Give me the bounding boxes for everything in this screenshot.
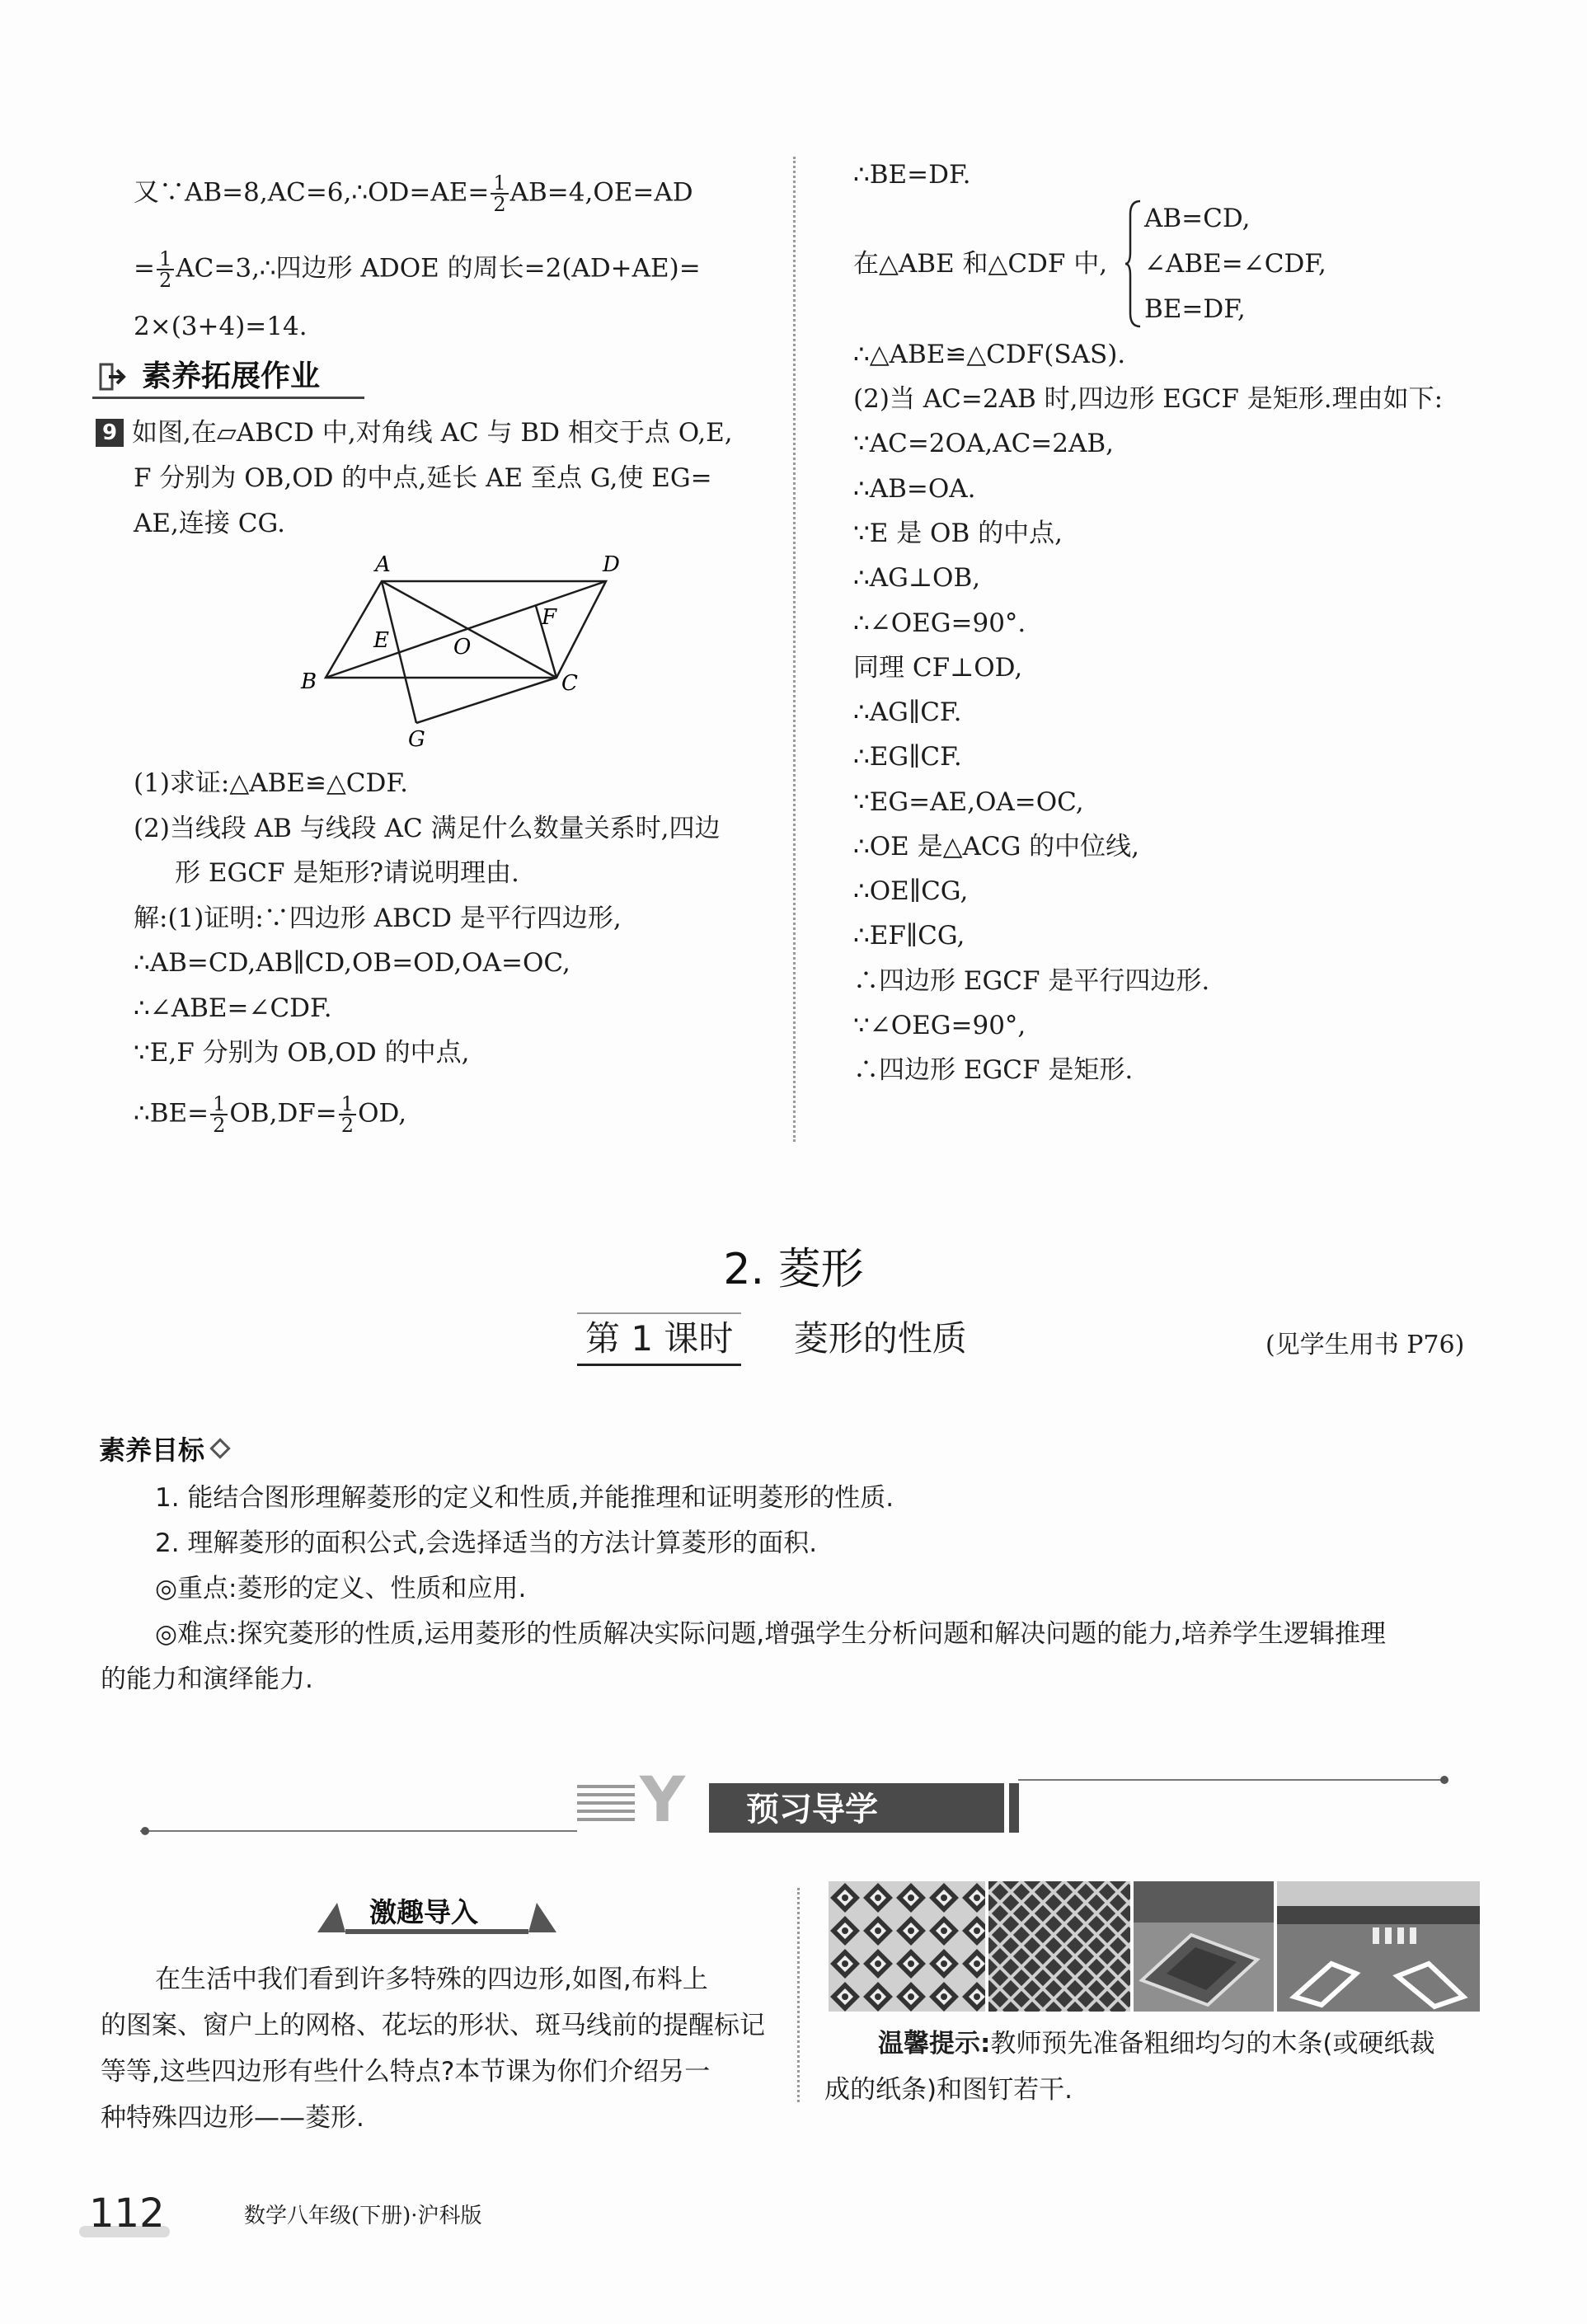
right-line-13: ∵EG=AE,OA=OC,	[853, 787, 1084, 817]
label-g: G	[408, 727, 425, 752]
system-line-c: BE=DF,	[1144, 294, 1246, 324]
left-line-1	[134, 173, 693, 214]
text: 又∵AB=8,AC=6,∴OD=AE=	[134, 177, 490, 208]
text: AB=4,OE=AD	[509, 177, 693, 208]
goal-difficulty-line-2: 的能力和演绎能力.	[101, 1664, 313, 1694]
right-line-11: ∴AG∥CF.	[853, 697, 962, 727]
brace-icon	[1124, 198, 1142, 330]
right-line-10: 同理 CF⊥OD,	[853, 653, 1023, 683]
goals-tag	[99, 1432, 228, 1468]
goal-key-point: ◎重点:菱形的定义、性质和应用.	[155, 1574, 527, 1603]
flowerbed-photo	[1134, 1881, 1274, 2012]
segment-cg	[416, 678, 556, 723]
arrow-icon	[97, 361, 127, 392]
right-line-19: ∴四边形 EGCF 是矩形.	[853, 1055, 1134, 1085]
fraction: $\frac{1}{2}$	[210, 1094, 228, 1135]
fraction: $\frac{1}{2}$	[157, 249, 174, 290]
intro-line-4: 种特殊四边形——菱形.	[101, 2103, 364, 2133]
intro-label: 激趣导入	[369, 1896, 478, 1928]
section-tag-expansion	[92, 354, 364, 399]
section-tag-label: 素养拓展作业	[142, 359, 321, 393]
right-line-1: ∴BE=DF.	[853, 160, 971, 190]
label-c: C	[561, 671, 578, 696]
banner-label: 预习导学	[746, 1791, 878, 1829]
right-line-14: ∴OE 是△ACG 的中位线,	[853, 832, 1140, 862]
right-line-3: ∴△ABE≌△CDF(SAS).	[853, 340, 1126, 369]
right-line-5: ∵AC=2OA,AC=2AB,	[853, 429, 1115, 458]
lesson-heading	[577, 1312, 967, 1369]
right-line-15: ∴OE∥CG,	[853, 876, 969, 906]
intro-line-1: 在生活中我们看到许多特殊的四边形,如图,布料上	[155, 1965, 708, 1994]
right-line-2-lead: 在△ABE 和△CDF 中,	[853, 249, 1108, 279]
right-line-16: ∴EF∥CG,	[853, 921, 965, 951]
diamond-icon	[209, 1438, 230, 1458]
system-line-a: AB=CD,	[1144, 204, 1251, 233]
goal-difficulty-line-1: ◎难点:探究菱形的性质,运用菱形的性质解决实际问题,增强学生分析问题和解决问题的能力,培养学生逻辑推理	[155, 1619, 1387, 1649]
column-divider	[793, 157, 796, 1142]
right-line-17: ∴四边形 EGCF 是平行四边形.	[853, 966, 1210, 996]
intro-line-3: 等等,这些四边形有些什么特点?本节课为你们介绍另一	[101, 2057, 711, 2087]
tip-label: 温馨提示:	[878, 2029, 991, 2059]
preview-column-divider	[797, 1888, 800, 2102]
fabric-pattern-photo	[829, 1881, 985, 2012]
banner-letter: Y	[640, 1763, 686, 1836]
book-title: 数学八年级(下册)·沪科版	[244, 2204, 482, 2228]
left-line-3: 2×(3+4)=14.	[134, 312, 308, 341]
lesson-number: 第 1 课时	[577, 1312, 741, 1366]
tip-line-1	[878, 2026, 1435, 2061]
solution-line-4: ∵E,F 分别为 OB,OD 的中点,	[134, 1038, 470, 1068]
example-photos	[829, 1881, 1480, 2012]
window-lattice-photo	[988, 1881, 1130, 2012]
right-line-9: ∴∠OEG=90°.	[853, 608, 1026, 638]
right-line-12: ∴EG∥CF.	[853, 742, 962, 772]
section-title: 2. 菱形	[723, 1245, 864, 1294]
question-9-line-3: AE,连接 CG.	[134, 509, 285, 538]
label-d: D	[603, 552, 620, 577]
question-9-line-2: F 分别为 OB,OD 的中点,延长 AE 至点 G,使 EG=	[134, 463, 712, 493]
part-1-question: (1)求证:△ABE≌△CDF.	[134, 768, 408, 798]
diagonal-ac	[382, 581, 556, 678]
intro-line-2: 的图案、窗户上的网格、花坛的形状、斑马线前的提醒标记	[101, 2011, 765, 2040]
tip-text: 教师预先准备粗细均匀的木条(或硬纸裁	[990, 2029, 1435, 2059]
system-line-b: ∠ABE=∠CDF,	[1144, 249, 1326, 279]
fraction: $\frac{1}{2}$	[339, 1094, 356, 1135]
student-book-reference: (见学生用书 P76)	[1265, 1331, 1465, 1359]
fraction: $\frac{1}{2}$	[491, 173, 508, 214]
right-line-6: ∴AB=OA.	[853, 474, 976, 504]
page-number: 112	[89, 2190, 165, 2237]
solution-line-3: ∴∠ABE=∠CDF.	[134, 993, 332, 1023]
label-e: E	[373, 628, 389, 653]
part-2-question-line-1: (2)当线段 AB 与线段 AC 满足什么数量关系时,四边	[134, 814, 721, 843]
label-o: O	[453, 635, 472, 660]
crosswalk-marker-photo	[1277, 1881, 1480, 2012]
label-f: F	[542, 605, 557, 630]
right-line-8: ∴AG⊥OB,	[853, 563, 981, 593]
parallelogram-figure	[293, 548, 622, 758]
goal-1: 1. 能结合图形理解菱形的定义和性质,并能推理和证明菱形的性质.	[155, 1483, 894, 1513]
solution-line-2: ∴AB=CD,AB∥CD,OB=OD,OA=OC,	[134, 948, 570, 978]
solution-line-5: ∴BE= $\frac{1}{2}$ OB,DF= $\frac{1}{2}$ OD,	[134, 1092, 407, 1137]
right-line-7: ∵E 是 OB 的中点,	[853, 519, 1063, 548]
label-a: A	[375, 552, 391, 577]
goal-2: 2. 理解菱形的面积公式,会选择适当的方法计算菱形的面积.	[155, 1528, 818, 1558]
lesson-title: 菱形的性质	[793, 1318, 967, 1359]
question-number-badge: 9	[96, 419, 124, 447]
part-2-question-line-2: 形 EGCF 是矩形?请说明理由.	[175, 858, 519, 888]
left-line-2: = $\frac{1}{2}$ AC=3,∴四边形 ADOE 的周长=2(AD+AE)=	[134, 247, 701, 292]
label-b: B	[301, 669, 317, 694]
goals-tag-label: 素养目标	[99, 1434, 205, 1466]
right-line-4: (2)当 AC=2AB 时,四边形 EGCF 是矩形.理由如下:	[853, 384, 1444, 414]
question-9-line-1: 9 如图,在▱ABCD 中,对角线 AC 与 BD 相交于点 O,E,	[96, 416, 733, 449]
tip-line-2: 成的纸条)和图钉若干.	[824, 2075, 1073, 2105]
right-line-18: ∵∠OEG=90°,	[853, 1011, 1026, 1040]
solution-line-1: 解:(1)证明:∵四边形 ABCD 是平行四边形,	[134, 904, 622, 933]
